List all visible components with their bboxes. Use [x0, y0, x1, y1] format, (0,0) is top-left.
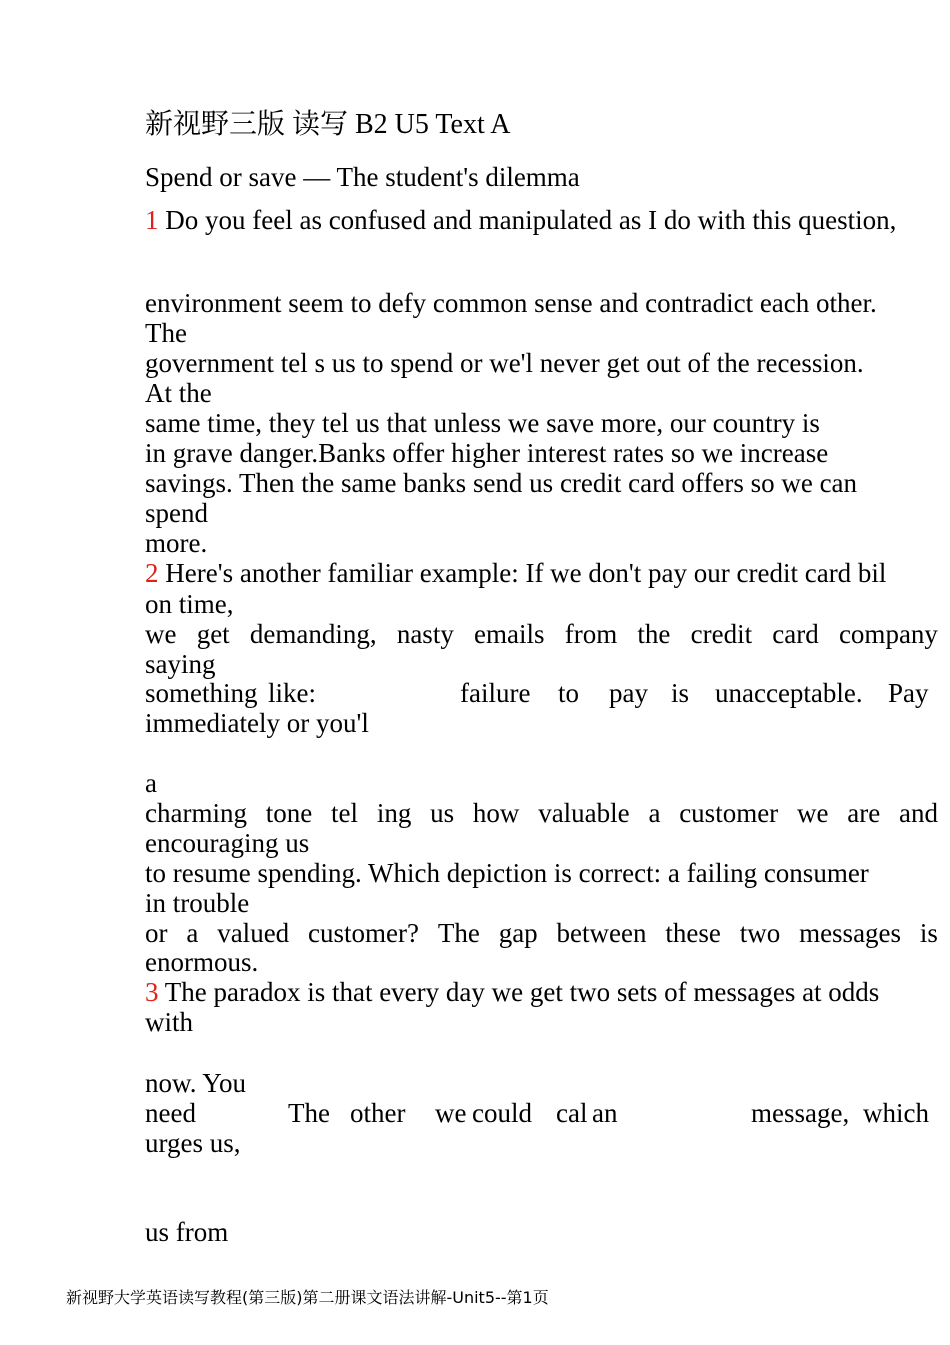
page-footer: 新视野大学英语读写教程(第三版)第二册课文语法讲解-Unit5--第1页 — [66, 1288, 549, 1307]
word: to — [558, 678, 580, 708]
word: unacceptable. — [715, 678, 863, 708]
justified-line — [145, 678, 938, 708]
word: card — [772, 619, 819, 649]
paragraph-1-line: in grave danger.Banks offer higher interest rates so we increase — [145, 438, 829, 468]
word: demanding, — [249, 619, 377, 649]
word: The — [437, 918, 480, 948]
paragraph-1-line: savings. Then the same banks send us credit card offers so we can — [145, 468, 858, 498]
word: a — [648, 798, 661, 828]
word: we — [435, 1098, 467, 1128]
word: pay — [609, 678, 648, 708]
word: is — [671, 678, 690, 708]
word: something — [145, 678, 258, 708]
paragraph-2-line: in trouble — [145, 888, 250, 918]
paragraph-2-line: a — [145, 768, 157, 798]
paragraph-2-line: to resume spending. Which depiction is correct: a failing consumer — [145, 858, 869, 888]
word: like: — [268, 678, 316, 708]
line-text: Do you feel as confused and manipulated as I do with this question, — [158, 205, 897, 235]
paragraph-number: 2 — [145, 558, 159, 588]
word: tel — [331, 798, 359, 828]
word: how — [472, 798, 520, 828]
paragraph-1-line: government tel s us to spend or we'l never get out of the recession. — [145, 348, 864, 378]
paragraph-1-line: The — [145, 318, 187, 348]
word: is — [919, 918, 938, 948]
paragraph-2-line: enormous. — [145, 947, 259, 977]
justified-line — [145, 798, 938, 828]
word: get — [196, 619, 230, 649]
word: these — [665, 918, 721, 948]
word: could — [472, 1098, 532, 1128]
paragraph-2-line: immediately or you'l — [145, 708, 369, 738]
word: us — [430, 798, 455, 828]
word: nasty — [396, 619, 454, 649]
paragraph-2-line: saying — [145, 649, 216, 679]
word: messages — [799, 918, 902, 948]
word: valuable — [538, 798, 630, 828]
word: customer — [679, 798, 779, 828]
paragraph-number: 3 — [145, 977, 159, 1007]
word: other — [350, 1098, 406, 1128]
word: and — [898, 798, 938, 828]
paragraph-1-line — [145, 205, 938, 235]
paragraph-2-line: encouraging us — [145, 828, 310, 858]
word: credit — [690, 619, 753, 649]
word: failure — [460, 678, 531, 708]
word: customer? — [308, 918, 419, 948]
justified-line — [145, 619, 938, 649]
paragraph-1-line: same time, they tel us that unless we save more, our country is — [145, 408, 820, 438]
word: company — [838, 619, 938, 649]
paragraph-1-line: At the — [145, 378, 212, 408]
word: cal — [556, 1098, 588, 1128]
word: we — [145, 619, 177, 649]
paragraph-2-line: on time, — [145, 589, 234, 619]
justified-line — [145, 1098, 938, 1128]
word: ing — [376, 798, 412, 828]
word: a — [186, 918, 199, 948]
paragraph-number: 1 — [145, 205, 159, 235]
paragraph-1-line: environment seem to defy common sense and contradict each other. — [145, 288, 877, 318]
word: Pay — [888, 678, 929, 708]
word: need — [145, 1098, 196, 1128]
word: from — [564, 619, 618, 649]
word: emails — [474, 619, 545, 649]
paragraph-3-line: urges us, — [145, 1128, 241, 1158]
paragraph-1-line: more. — [145, 528, 208, 558]
paragraph-3-line: now. You — [145, 1068, 247, 1098]
paragraph-3-line: with — [145, 1007, 194, 1037]
paragraph-3-line: us from — [145, 1217, 229, 1247]
line-text: Here's another familiar example: If we don't pay our credit card bil — [158, 558, 887, 588]
paragraph-3-line — [145, 977, 938, 1007]
word: between — [556, 918, 647, 948]
justified-line — [145, 918, 938, 948]
word: tone — [265, 798, 313, 828]
paragraph-1-line: spend — [145, 498, 208, 528]
word: an — [592, 1098, 618, 1128]
page-title: 新视野三版 读写 B2 U5 Text A — [145, 109, 511, 140]
word: The — [288, 1098, 330, 1128]
word: two — [739, 918, 781, 948]
word: are — [847, 798, 881, 828]
article-subtitle: Spend or save — The student's dilemma — [145, 162, 580, 192]
paragraph-2-line — [145, 558, 938, 588]
word: the — [637, 619, 671, 649]
line-text: The paradox is that every day we get two sets of messages at odds — [158, 977, 880, 1007]
word: message, — [751, 1098, 850, 1128]
word: gap — [498, 918, 538, 948]
word: valued — [217, 918, 290, 948]
word: we — [796, 798, 829, 828]
word: which — [863, 1098, 929, 1128]
word: or — [145, 918, 168, 948]
word: charming — [145, 798, 247, 828]
